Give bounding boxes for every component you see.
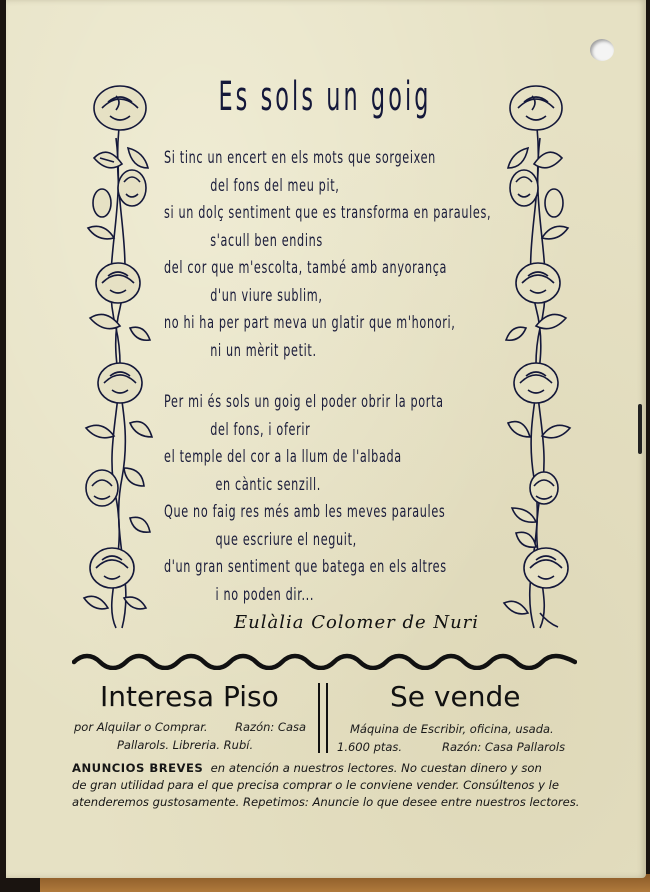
poem-line: Si tinc un encert en els mots que sorgeixen (164, 148, 436, 168)
breves-line-1 (72, 760, 582, 777)
poem-line: el temple del cor a la llum de l'albada (164, 447, 402, 467)
stanza-gap (164, 365, 494, 389)
ad-left-text-2: Pallarols. Libreria. Rubí. (117, 738, 254, 752)
ad-right-text-2a: 1.600 ptas. (337, 740, 403, 754)
ad-right-text-1: Máquina de Escribir, oficina, usada. (350, 722, 554, 736)
poem-line: no hi ha per part meva un glatir que m'honori, (164, 313, 456, 333)
poem-line: del fons, i oferir (210, 419, 311, 440)
poem-line: d'un viure sublim, (210, 285, 323, 306)
poem-line: del fons del meu pit, (210, 175, 340, 196)
ad-interesa-piso-title: Interesa Piso (100, 680, 279, 713)
poem-author: Eulàlia Colomer de Nuri (234, 612, 480, 633)
poem-line: d'un gran sentiment que batega en els altres (164, 557, 447, 577)
poem-line: Per mi és sols un goig el poder obrir la porta (164, 392, 444, 412)
staple (638, 404, 642, 454)
poem-line: Que no faig res més amb les meves paraules (164, 502, 446, 522)
breves-heading: ANUNCIOS BREVES (72, 761, 204, 775)
rose-vine-right-icon (500, 78, 576, 638)
poem-line: ni un mèrit petit. (210, 340, 317, 361)
ad-se-vende-title: Se vende (390, 680, 521, 713)
ad-separator (318, 683, 328, 753)
poem-title: Es sols un goig (218, 74, 432, 120)
poem-line: i no poden dir... (215, 584, 315, 605)
ad-left-text-1b: Razón: Casa (235, 720, 307, 734)
poem-line: del cor que m'escolta, també amb anyorança (164, 258, 448, 278)
stanza-1 (164, 145, 494, 365)
breves-line-2: de gran utilidad para el que precisa comprar o le conviene vender. Consúltenos y le (72, 778, 560, 792)
poem-line: si un dolç sentiment que es transforma en paraules, (164, 203, 492, 223)
poem-line: s'acull ben endins (210, 230, 323, 251)
punch-hole (590, 39, 614, 61)
poem-line: que escriure el neguit, (215, 529, 357, 550)
stanza-2 (164, 389, 494, 609)
ad-left-text-1a: por Alquilar o Comprar. (74, 720, 208, 734)
breves-line-3: atenderemos gustosamente. Repetimos: Anuncie lo que desee entre nuestros lectores. (72, 795, 580, 809)
poem-line: en càntic senzill. (215, 474, 322, 495)
poem-body (164, 145, 494, 609)
rose-vine-left-icon (80, 78, 156, 638)
ad-right-text-2b: Razón: Casa Pallarols (442, 740, 566, 754)
breves-text-1: en atención a nuestros lectores. No cuestan dinero y son (210, 761, 542, 775)
anuncios-breves (72, 760, 582, 811)
wave-divider-icon (72, 652, 577, 670)
